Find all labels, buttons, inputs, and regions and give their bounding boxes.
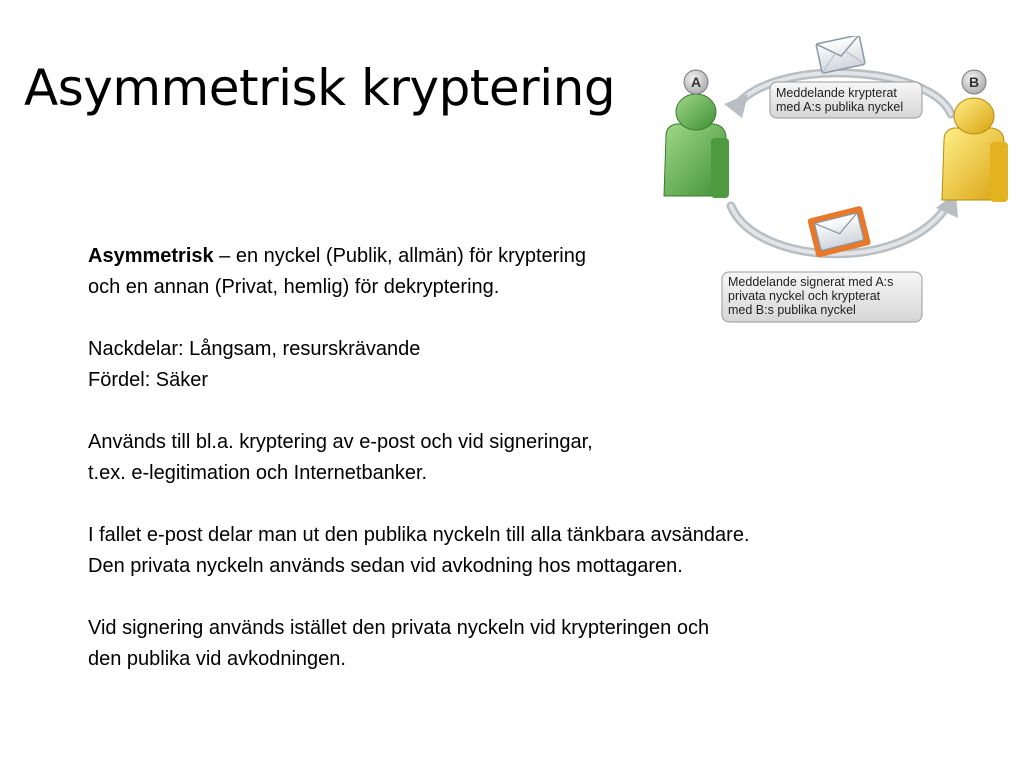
encryption-diagram — [656, 36, 1016, 332]
pros-cons-paragraph — [88, 334, 908, 396]
top-message-line-2: med A:s publika nyckel — [776, 100, 904, 114]
email-case-line-2: Den privata nyckeln används sedan vid avkodning hos mottagaren. — [88, 555, 683, 577]
email-case-paragraph — [88, 520, 908, 582]
envelope-icon — [816, 36, 865, 73]
definition-line-2: och en annan (Privat, hemlig) för dekryptering. — [88, 276, 500, 298]
person-a-icon — [664, 94, 729, 198]
definition-term: Asymmetrisk — [88, 245, 214, 267]
badge-a — [684, 70, 708, 94]
badge-b — [962, 70, 986, 94]
email-case-line-1: I fallet e-post delar man ut den publika nyckeln till alla tänkbara avsändare. — [88, 524, 750, 546]
bottom-message-line-2: privata nyckel och krypterat — [728, 289, 881, 303]
top-message-line-1: Meddelande krypterat — [776, 86, 897, 100]
advantage-line: Fördel: Säker — [88, 369, 209, 391]
badge-b-label: B — [968, 74, 980, 90]
signing-case-paragraph — [88, 613, 908, 675]
bottom-message-line-3: med B:s publika nyckel — [728, 303, 856, 317]
encryption-diagram-graphic — [656, 36, 1016, 332]
top-message-box — [770, 82, 922, 118]
bottom-message-line-1: Meddelande signerat med A:s — [728, 275, 894, 289]
usage-line-2: t.ex. e-legitimation och Internetbanker. — [88, 462, 428, 484]
bottom-message-box — [722, 272, 922, 322]
usage-paragraph — [88, 427, 908, 489]
drawbacks-line: Nackdelar: Långsam, resurskrävande — [88, 338, 421, 360]
signing-case-line-1: Vid signering används istället den privata nyckeln vid krypteringen och — [88, 617, 710, 639]
usage-line-1: Används till bl.a. kryptering av e-post och vid signeringar, — [88, 431, 593, 453]
signing-case-line-2: den publika vid avkodningen. — [88, 648, 346, 670]
definition-text: – en nyckel (Publik, allmän) för kryptering — [213, 245, 586, 267]
badge-a-label: A — [690, 74, 702, 90]
slide-title: Asymmetrisk kryptering — [24, 59, 616, 117]
